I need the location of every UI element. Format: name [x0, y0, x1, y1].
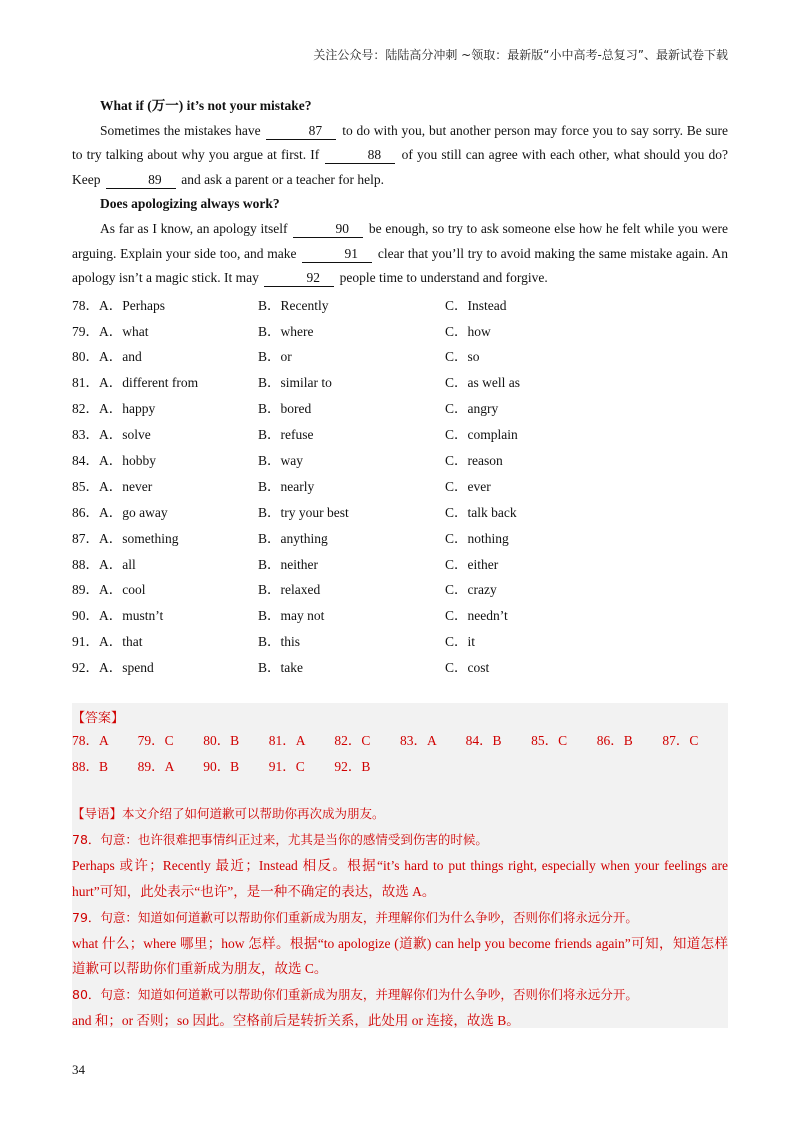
- option-row: 79．A．what B．where C．how: [72, 323, 491, 339]
- explanation-intro: 【导语】本文介绍了如何道歉可以帮助你再次成为朋友。: [72, 806, 385, 821]
- explanation-79-analysis: what 什么；where 哪里；how 怎样。根据“to apologize (道歉) can help you become friends again”可知，知道怎样道歉可以帮助你们重新成为朋友，故选 C。: [72, 935, 728, 977]
- option-row: 89．A．cool B．relaxed C．crazy: [72, 582, 497, 598]
- answer-item: 78．A: [72, 733, 109, 748]
- page-number: 34: [72, 1062, 85, 1077]
- answer-row-2: [72, 755, 400, 775]
- blank-92: 92: [264, 270, 334, 287]
- options-list: [72, 291, 728, 679]
- option-row: 80．A．and B．or C．so: [72, 349, 480, 365]
- answer-item: 90．B: [203, 759, 240, 774]
- option-row: 84．A．hobby B．way C．reason: [72, 453, 503, 469]
- answer-item: 79．C: [137, 733, 174, 748]
- explanation-79-sentence: 79．句意：知道如何道歉可以帮助你们重新成为朋友，并理解你们为什么争吵，否则你们将永远分开。: [72, 909, 638, 925]
- answer-item: 80．B: [203, 733, 240, 748]
- passage: [72, 94, 728, 679]
- option-row: 92．A．spend B．take C．cost: [72, 660, 490, 676]
- blank-91: 91: [302, 246, 372, 263]
- option-row: 85．A．never B．nearly C．ever: [72, 478, 491, 494]
- blank-88: 88: [325, 147, 395, 164]
- option-row: 88．A．all B．neither C．either: [72, 556, 499, 572]
- answer-row-1: [72, 729, 728, 749]
- answer-item: 87．C: [662, 733, 699, 748]
- explanation-80-analysis: and 和；or 否则；so 因此。空格前后是转折关系，此处用 or 连接，故选 B。: [72, 1013, 520, 1029]
- option-row: 78．A．Perhaps B．Recently C．Instead: [72, 297, 507, 313]
- blank-89: 89: [106, 172, 176, 189]
- section-heading-1: What if (万一) it’s not your mistake?: [100, 98, 312, 113]
- blank-87: 87: [266, 123, 336, 140]
- answer-section: [72, 703, 728, 1028]
- option-row: 87．A．something B．anything C．nothing: [72, 530, 509, 546]
- answer-item: 84．B: [465, 733, 502, 748]
- explanation-78-sentence: 78．句意：也许很难把事情纠正过来，尤其是当你的感情受到伤害的时候。: [72, 831, 488, 847]
- section-heading-2: Does apologizing always work?: [100, 196, 280, 212]
- answer-item: 91．C: [268, 759, 305, 774]
- blank-90: 90: [293, 221, 363, 238]
- answer-item: 83．A: [399, 733, 437, 748]
- explanation-80-sentence: 80．句意：知道如何道歉可以帮助你们重新成为朋友，并理解你们为什么争吵，否则你们将永远分开。: [72, 987, 638, 1003]
- option-row: 83．A．solve B．refuse C．complain: [72, 427, 518, 443]
- answer-item: 88．B: [72, 759, 109, 774]
- option-row: 91．A．that B．this C．it: [72, 634, 476, 650]
- answer-item: 82．C: [334, 733, 371, 748]
- answer-item: 81．A: [268, 733, 306, 748]
- explanation: [72, 801, 728, 1034]
- option-row: 81．A．different from B．similar to C．as well as: [72, 375, 520, 391]
- explanation-78-analysis: Perhaps 或许；Recently 最近；Instead 相反。根据“it’s hard to put things right, especially when your feelings are hurt”可知，此处表示“也许”，是一种不确定的表达，故选 A。: [72, 857, 728, 899]
- passage-paragraph-2: As far as I know, an apology itself 90 be enough, so try to ask someone else how he felt while you were arguing. Explain your side too, and make 91 clear that you’ll try to avoid making the same mistake again. An apology isn’t a magic stick. It may 92 people time to understand and forgive.: [72, 220, 729, 286]
- option-row: 82．A．happy B．bored C．angry: [72, 401, 499, 417]
- answer-item: 86．B: [596, 733, 633, 748]
- option-row: 86．A．go away B．try your best C．talk back: [72, 504, 517, 520]
- answer-item: 85．C: [531, 733, 568, 748]
- page-header: 关注公众号：陆陆高分冲刺 ~领取：最新版“小中高考-总复习”、最新试卷下载: [313, 48, 728, 62]
- passage-paragraph-1: Sometimes the mistakes have 87 to do with you, but another person may force you to say sorry. Be sure to try talking about why you argue at first. If 88 of you still can agree with each other, what should you do? Keep 89 and ask a parent or a teacher for help.: [72, 122, 729, 187]
- answer-item: 92．B: [334, 759, 371, 774]
- answer-title: 【答案】: [72, 711, 125, 726]
- option-row: 90．A．mustn’t B．may not C．needn’t: [72, 608, 508, 624]
- answer-item: 89．A: [137, 759, 175, 774]
